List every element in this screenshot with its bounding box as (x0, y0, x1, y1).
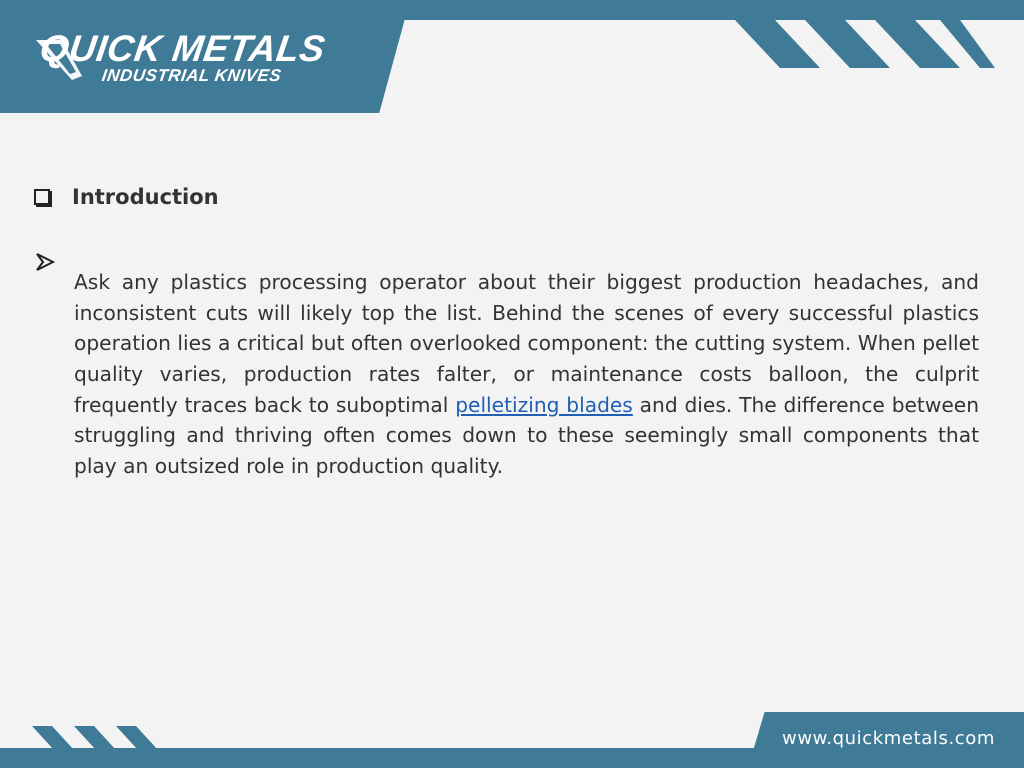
checkbox-icon (34, 189, 50, 205)
heading-text: Introduction (72, 185, 219, 209)
arrow-icon (34, 251, 56, 273)
section-heading (34, 185, 219, 209)
website-url: www.quickmetals.com (782, 728, 996, 749)
intro-paragraph (74, 267, 979, 481)
paragraph-text-before: Ask any plastics processing operator about their biggest production headaches, and inconsistent cuts will likely top the list. Behind the scenes of every successful plastics operation lies a critical but often overlooked component: the cutting system. When pellet quality varies, production rates falter, or maintenance costs balloon, the culprit frequently traces back to suboptimal (74, 270, 979, 417)
company-logo (32, 28, 372, 88)
intro-bullet (34, 247, 979, 502)
decorative-stripes-top (735, 20, 995, 68)
paragraph-text-after: and dies. The difference between struggling and thriving often comes down to these seemingly small components that play an outsized role in production quality. (74, 392, 979, 478)
logo-title: QUICK METALS (37, 28, 328, 69)
pelletizing-blades-link[interactable]: pelletizing blades (455, 392, 633, 417)
logo-tagline: INDUSTRIAL KNIVES (100, 66, 283, 85)
decorative-stripes-bottom (32, 726, 162, 750)
